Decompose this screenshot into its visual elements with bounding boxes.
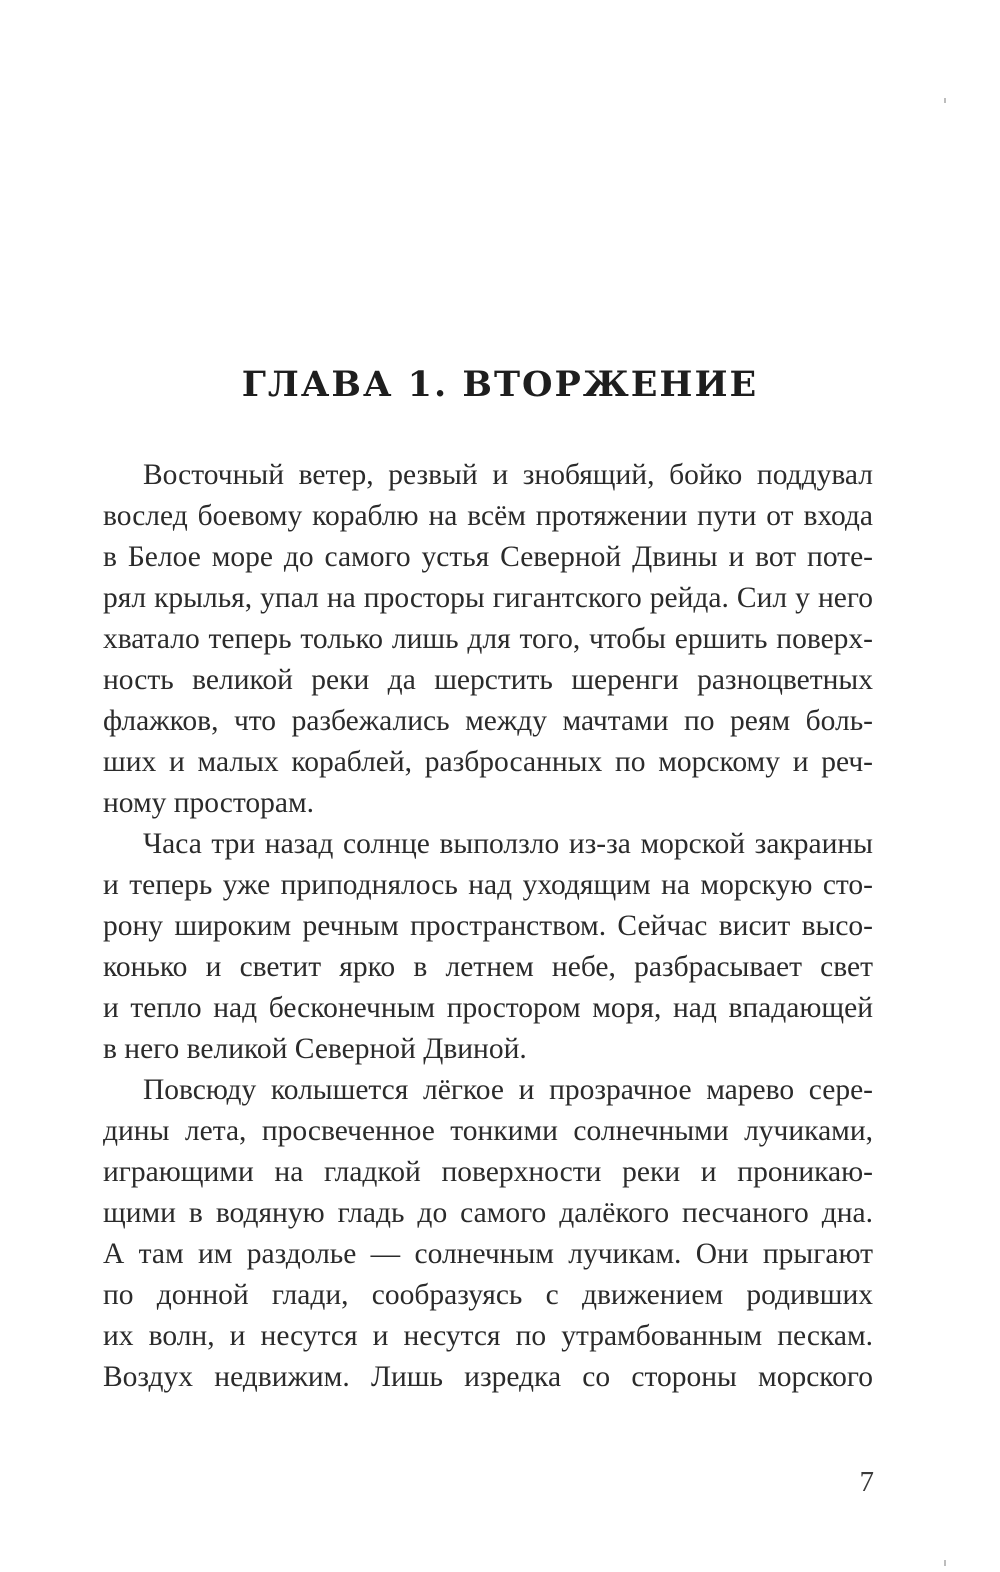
text-line: и тепло над бесконечным простором моря, над впадающей [103, 992, 873, 1024]
text-line: по донной глади, сообразуясь с движением родивших [103, 1279, 873, 1311]
text-line: и теперь уже приподнялось над уходящим на морскую сто- [103, 869, 873, 901]
text-line: вослед боевому кораблю на всём протяжении пути от входа [103, 500, 873, 532]
text-line: хватало теперь только лишь для того, чтобы ершить поверх- [103, 623, 873, 655]
text-line: А там им раздолье — солнечным лучикам. Они прыгают [103, 1238, 873, 1270]
text-line: Восточный ветер, резвый и знобящий, бойко поддувал [143, 459, 873, 491]
text-line: в него великой Северной Двиной. [103, 1033, 527, 1065]
text-line: рону широким речным пространством. Сейчас висит высо- [103, 910, 873, 942]
page-number: 7 [859, 1466, 874, 1498]
text-line: Воздух недвижим. Лишь изредка со стороны морского [103, 1361, 873, 1393]
text-line: в Белое море до самого устья Северной Двины и вот поте- [103, 541, 873, 573]
text-line: ших и малых кораблей, разбросанных по морскому и реч- [103, 746, 873, 778]
text-line: играющими на гладкой поверхности реки и проникаю- [103, 1156, 873, 1188]
chapter-title: ГЛАВА 1. ВТОРЖЕНИЕ [241, 364, 759, 405]
text-line: рял крылья, упал на просторы гигантского рейда. Сил у него [103, 582, 873, 614]
text-line: конько и светит ярко в летнем небе, разбрасывает свет [103, 951, 873, 983]
text-line: ность великой реки да шерстить шеренги разноцветных [103, 664, 873, 696]
scan-artifact [944, 98, 946, 103]
text-line: их волн, и несутся и несутся по утрамбованным пескам. [103, 1320, 873, 1352]
scan-artifact [944, 1560, 946, 1566]
text-line: дины лета, просвеченное тонкими солнечными лучиками, [103, 1115, 873, 1147]
text-line: флажков, что разбежались между мачтами по реям боль- [103, 705, 873, 737]
text-line: Часа три назад солнце выползло из-за морской закраины [143, 828, 873, 860]
text-line: ному просторам. [103, 787, 315, 819]
text-line: щими в водяную гладь до самого далёкого песчаного дна. [103, 1197, 873, 1229]
text-line: Повсюду колышется лёгкое и прозрачное марево сере- [143, 1074, 873, 1106]
